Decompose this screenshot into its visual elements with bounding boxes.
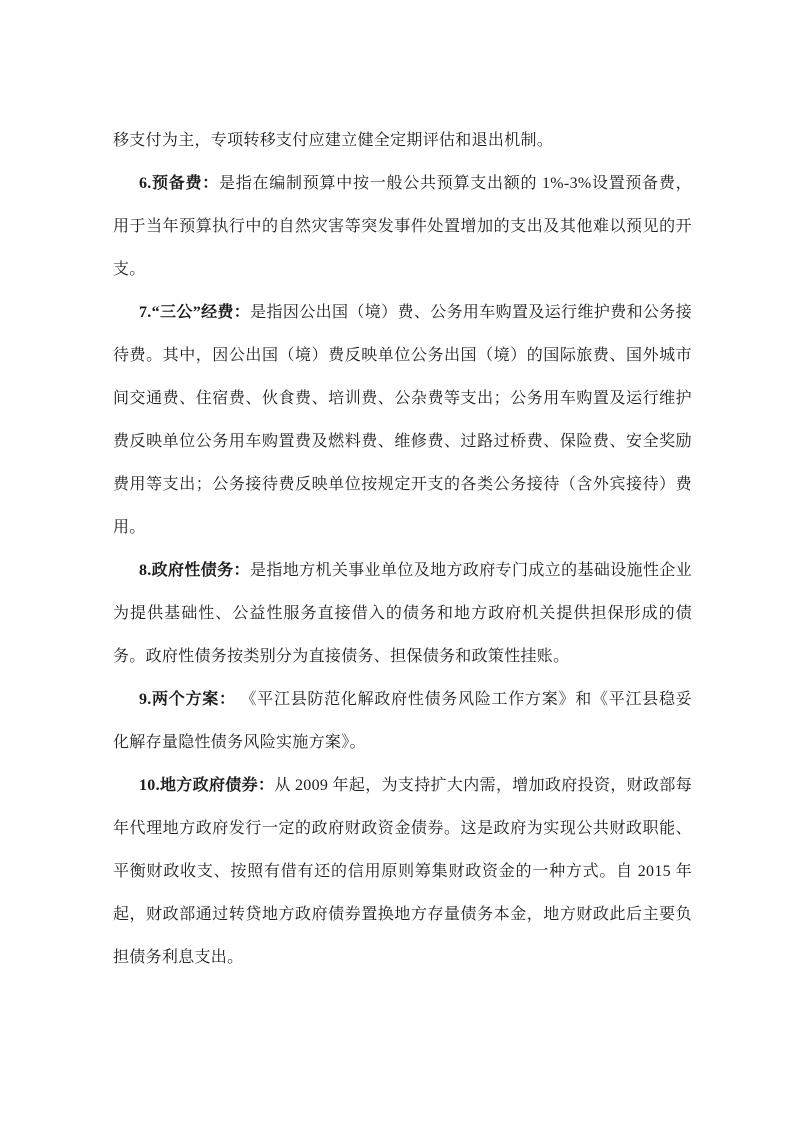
- paragraph: [113, 678, 692, 764]
- text-run: 是指在编制预算中按一般公共预算支出额的 1%-3%设置预备费，用于当年预算执行中的自然灾害等突发事件处置增加的支出及其他难以预见的开支。: [113, 175, 692, 278]
- paragraph: [113, 162, 692, 291]
- paragraph: [113, 291, 692, 549]
- document-body: [113, 119, 692, 979]
- term-label: 9.两个方案：: [139, 691, 236, 708]
- paragraph: [113, 764, 692, 979]
- text-run: 移支付为主，专项转移支付应建立健全定期评估和退出机制。: [113, 132, 554, 149]
- text-run: 从 2009 年起，为支持扩大内需，增加政府投资，财政部每年代理地方政府发行一定的政府财政资金债券。这是政府为实现公共财政职能、平衡财政收支、按照有借有还的信用原则筹集财政资金的一种方式。自 2015 年起，财政部通过转贷地方政府债券置换地方存量债务本金，地方财政此后主要负担债务利息支出。: [113, 777, 692, 966]
- term-label: 7.“三公”经费：: [139, 304, 251, 321]
- text-run: 《平江县防范化解政府性债务风险工作方案》和《平江县稳妥化解存量隐性债务风险实施方案》。: [113, 691, 692, 751]
- term-label: 10.地方政府债券：: [139, 777, 275, 794]
- text-run: 是指地方机关事业单位及地方政府专门成立的基础设施性企业为提供基础性、公益性服务直接借入的债务和地方政府机关提供担保形成的债务。政府性债务按类别分为直接债务、担保债务和政策性挂账。: [113, 562, 692, 665]
- paragraph: [113, 119, 692, 162]
- text-run: 是指因公出国（境）费、公务用车购置及运行维护费和公务接待费。其中，因公出国（境）费反映单位公务出国（境）的国际旅费、国外城市间交通费、住宿费、伙食费、培训费、公杂费等支出；公务用车购置及运行维护费反映单位公务用车购置费及燃料费、维修费、过路过桥费、保险费、安全奖励费用等支出；公务接待费反映单位按规定开支的各类公务接待（含外宾接待）费用。: [113, 304, 692, 536]
- paragraph: [113, 549, 692, 678]
- term-label: 8.政府性债务：: [139, 562, 250, 579]
- term-label: 6.预备费：: [139, 175, 220, 192]
